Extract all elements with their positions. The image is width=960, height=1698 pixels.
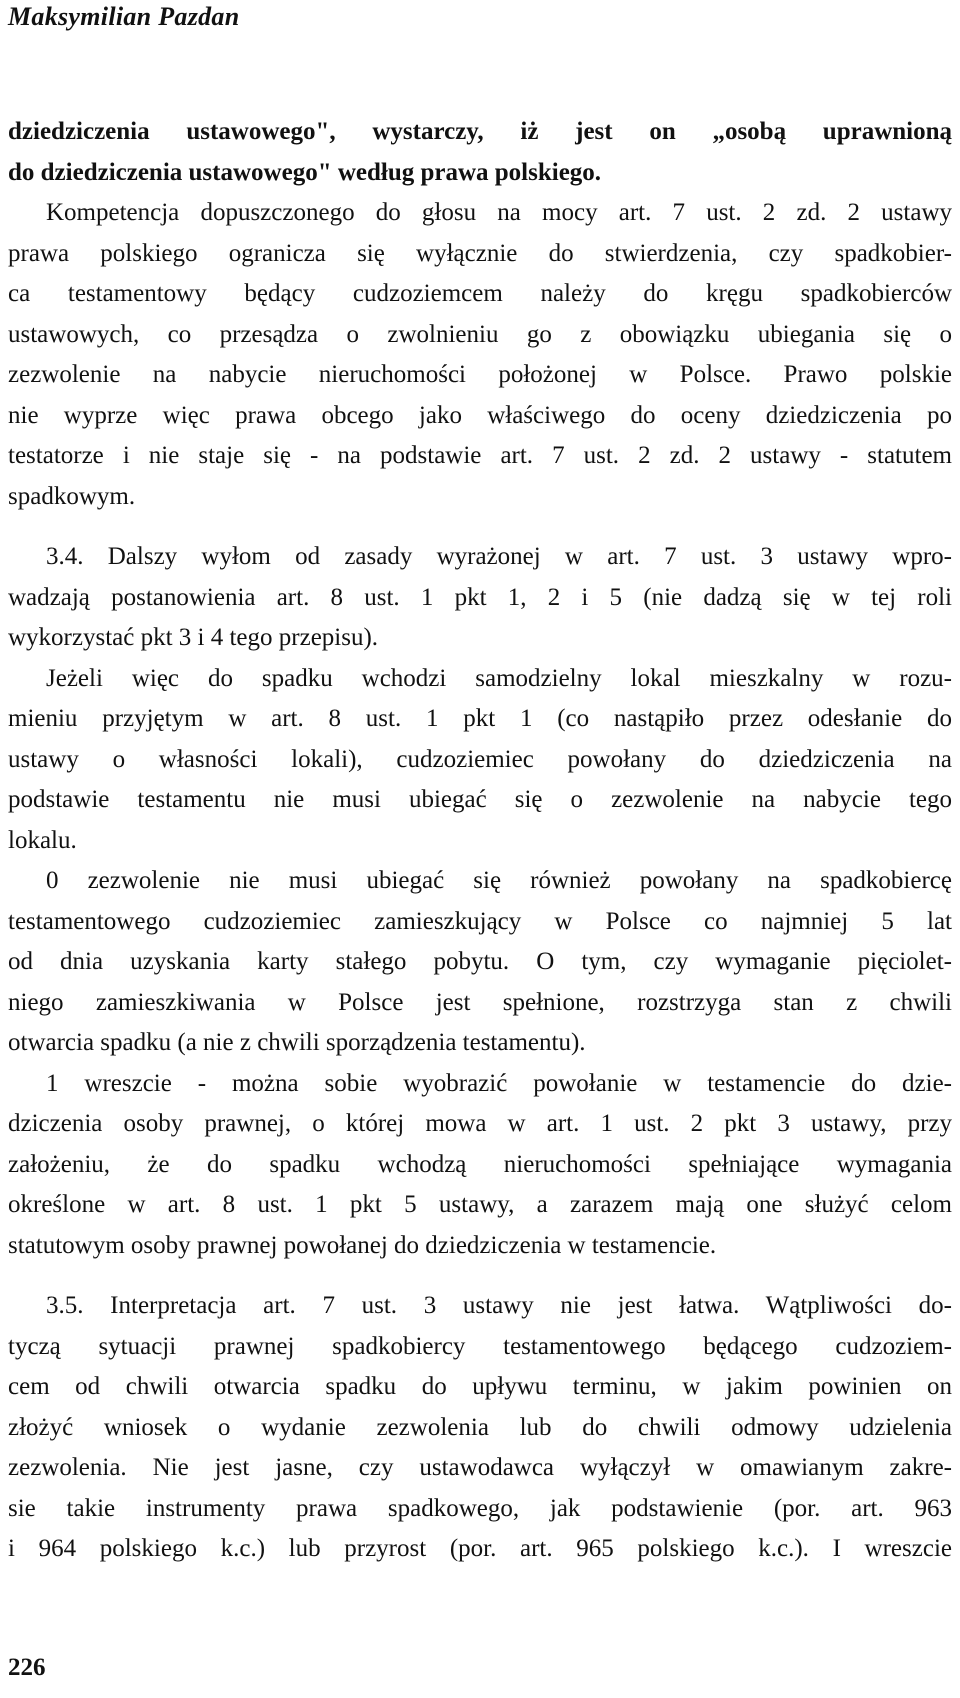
text-line: zezwolenia. Nie jest jasne, czy ustawodawca wyłączył w omawianym zakre-: [8, 1454, 952, 1481]
text-line: prawa polskiego ogranicza się wyłącznie do stwierdzenia, czy spadkobier-: [8, 239, 952, 267]
text-line: 1 wreszcie - można sobie wyobrazić powołanie w testamencie do dzie-: [46, 1069, 952, 1097]
text-line: testamentowego cudzoziemiec zamieszkujący w Polsce co najmniej 5 lat: [8, 907, 952, 935]
text-line: nie wyprze więc prawa obcego jako właściwego do oceny dziedziczenia po: [8, 401, 952, 429]
text-line: tyczą sytuacji prawnej spadkobiercy testamentowego będącego cudzoziem-: [8, 1332, 952, 1360]
text-line: Kompetencja dopuszczonego do głosu na mocy art. 7 ust. 2 zd. 2 ustawy: [46, 199, 952, 226]
text-line: sie takie instrumenty prawa spadkowego, jak podstawienie (por. art. 963: [8, 1494, 952, 1522]
section-gap: [8, 1266, 952, 1286]
text-line: złożyć wniosek o wydanie zezwolenia lub do chwili odmowy udzielenia: [8, 1413, 952, 1441]
text-line: Jeżeli więc do spadku wchodzi samodzielny lokal mieszkalny w rozu-: [46, 664, 952, 692]
text-line: i 964 polskiego k.c.) lub przyrost (por. art. 965 polskiego k.c.). I wreszcie: [8, 1535, 952, 1562]
text-line: spadkowym.: [8, 482, 136, 510]
text-line: 3.4. Dalszy wyłom od zasady wyrażonej w art. 7 ust. 3 ustawy wpro-: [46, 543, 952, 570]
text-line: wadzają postanowienia art. 8 ust. 1 pkt 1, 2 i 5 (nie dadzą się w tej roli: [8, 583, 952, 611]
text-line: ustawy o własności lokali), cudzoziemiec powołany do dziedziczenia na: [8, 745, 952, 773]
text-line: 3.5. Interpretacja art. 7 ust. 3 ustawy nie jest łatwa. Wątpliwości do-: [46, 1292, 952, 1319]
text-line: do dziedziczenia ustawowego" według prawa polskiego.: [8, 158, 602, 186]
text-line: cem od chwili otwarcia spadku do upływu terminu, w jakim powinien on: [8, 1373, 952, 1400]
paragraph-section-3-5: [8, 1286, 952, 1570]
text-line: ustawowych, co przesądza o zwolnieniu go z obowiązku ubiegania się o: [8, 320, 952, 348]
text-line: zezwolenie na nabycie nieruchomości położonej w Polsce. Prawo polskie: [8, 361, 952, 388]
text-line: statutowym osoby prawnej powołanej do dziedziczenia w testamencie.: [8, 1231, 717, 1259]
page-number: 226: [8, 1654, 46, 1681]
text-line: otwarcia spadku (a nie z chwili sporządzenia testamentu).: [8, 1029, 586, 1056]
text-line: podstawie testamentu nie musi ubiegać się o zezwolenie na nabycie tego: [8, 786, 952, 813]
text-line: od dnia uzyskania karty stałego pobytu. O tym, czy wymaganie pięciolet-: [8, 948, 952, 975]
text-line: dziedziczenia ustawowego", wystarczy, iż jest on „osobą uprawnioną: [8, 118, 952, 145]
paragraph-continuation: [8, 112, 952, 193]
paragraph: [8, 193, 952, 517]
text-line: mieniu przyjętym w art. 8 ust. 1 pkt 1 (co nastąpiło przez odesłanie do: [8, 705, 952, 732]
text-line: określone w art. 8 ust. 1 pkt 5 ustawy, a zarazem mają one służyć celom: [8, 1191, 952, 1218]
text-line: testatorze i nie staje się - na podstawie art. 7 ust. 2 zd. 2 ustawy - statutem: [8, 442, 952, 469]
text-line: lokalu.: [8, 826, 77, 854]
text-line: wykorzystać pkt 3 i 4 tego przepisu).: [8, 624, 379, 651]
paragraph-section-3-4: [8, 537, 952, 659]
text-line: dziczenia osoby prawnej, o której mowa w art. 1 ust. 2 pkt 3 ustawy, przy: [8, 1110, 952, 1137]
text-line: ca testamentowy będący cudzoziemcem należy do kręgu spadkobierców: [8, 280, 952, 307]
text-line: 0 zezwolenie nie musi ubiegać się również powołany na spadkobiercę: [46, 867, 952, 894]
paragraph: [8, 861, 952, 1064]
section-gap: [8, 517, 952, 537]
paragraph: [8, 659, 952, 862]
text-line: założeniu, że do spadku wchodzą nieruchomości spełniające wymagania: [8, 1150, 952, 1178]
text-line: niego zamieszkiwania w Polsce jest spełnione, rozstrzyga stan z chwili: [8, 988, 952, 1016]
body-text: [8, 112, 952, 1570]
running-header-author: Maksymilian Pazdan: [8, 2, 240, 31]
paragraph: [8, 1064, 952, 1267]
